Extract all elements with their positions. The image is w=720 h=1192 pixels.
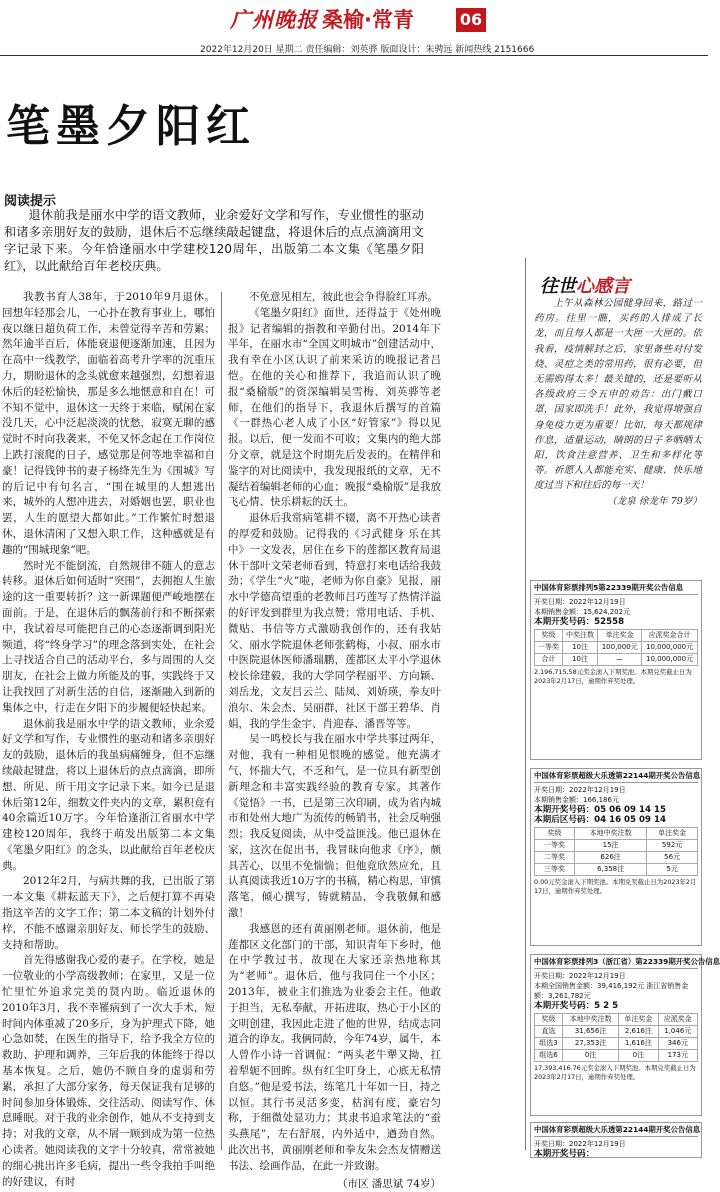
table-cell: 27,353注 — [563, 1038, 619, 1050]
lottery-table — [534, 1013, 698, 1062]
lottery-numbers: 本期开奖号码：52558 — [534, 617, 625, 627]
table-cell: 奖级 — [535, 630, 563, 642]
paragraph: 吴一鸣校长与我在丽水中学共事过两年，对他，我有一种相见恨晚的感觉。他充满才气，怀揣大气，不乏和气，是一位具有新型创新理念和丰富实践经验的教育专家。其著作《觉悟》一书，已是第三次印刷，成为省内城市和处州大地广为流传的畅销书，社会反响强烈；我反复阅读，从中受益匪浅。他已退休在家，这次在促出书，我冒昧向他求《序》，颇具苦心，以里不免惴惴；但他竟欣然应允，且认真阅读我近10万字的书稿，精心构思，审慎落笔，倾心撰写，铸就精品，令我敬佩和感激！ — [228, 733, 441, 920]
paragraph: 退休前我是丽水中学的语文教师，业余爱好文学和写作，专业惯性的驱动和诸多亲朋好友的鼓励，退休后的我虽病痛缠身，但不忘继续敲起键盘，将以上退休后的点点滴滴，即所想、所见、所干用文字记录下来。如今已是退休后第12年，细数文件夹内的文章，累积竟有40余篇近10万字。今年恰逢浙江省丽水中学建校120周年，我终于萌发出版第二本文集《笔墨夕阳红》的念头，以此献给百年老校庆典。 — [2, 717, 215, 872]
table-cell: 合计 — [535, 654, 563, 666]
lottery-line: 本期销售金额：15,624,202元 — [534, 608, 631, 616]
sidebar-title-part-a: 往世 — [540, 276, 576, 297]
table-cell: 单注奖金 — [647, 828, 698, 840]
table-cell: — — [598, 654, 642, 666]
masthead-rule — [0, 55, 708, 56]
lead-text: 退休前我是丽水中学的语文教师，业余爱好文学和写作，专业惯性的驱动和诸多亲朋好友的鼓励，退休后不忘继续敲起键盘，将退休后的点点滴滴用文字记录下来。今年恰逢丽水中学建校120周年，出版第二本文集《笔墨夕阳红》，以此献给百年老校庆典。 — [4, 208, 424, 273]
article-column-2 — [228, 290, 441, 1192]
author-byline: （市区 潘思斌 74岁） — [336, 1177, 441, 1190]
sidebar-text — [534, 296, 702, 509]
table-cell: 单注奖金 — [619, 1014, 658, 1026]
paragraph: 不免意见相左，彼此也会争得脸红耳赤。 — [249, 291, 438, 303]
lead-label: 阅读提示 — [4, 194, 57, 209]
lottery-numbers: 本期开奖号码：5 2 5 — [534, 1001, 619, 1011]
section-name: 桑榆·常青 — [322, 8, 414, 32]
masthead — [0, 0, 708, 58]
lottery-line: 开奖日期：2022年12月19日 — [534, 1140, 626, 1148]
paragraph: 首先得感谢我心爱的妻子。在学校，她是一位敬业的小学高级教师；在家里，又是一位忙里忙外追求完美的贤内助。临近退休的2010年3月，我不幸罹病到了一次大手术，短时间内体重减了20多斤，身为护理式下降，她心急如焚，在医生的指导下，给予我全方位的救助、护理和调养，三年后我的体能终于得以基本恢复。之后，她仍不顾自身的虚弱和劳累，承担了大部分家务，每天保证我有足够的时间参加身体锻炼、交往活动、阅读写作、休息睡眠。对于我的业余创作，她从不支持到支持；对我的文章，从不屑一顾到成为第一位热心读者。她阅读我的文字十分较真，常常被她的细心挑出许多毛病，提出一些令我拍手叫绝的好建议，有时 — [2, 954, 215, 1188]
page-number-badge: 06 — [456, 8, 486, 32]
lottery-box-4 — [530, 1122, 702, 1158]
table-cell: 一等奖 — [535, 642, 563, 654]
lottery-numbers: 本期开奖号码：05 06 09 14 15 — [534, 805, 666, 815]
lottery-line: 开奖日期：2022年12月19日 — [534, 598, 626, 606]
lottery-line: 开奖日期：2022年12月19日 — [534, 786, 626, 794]
sidebar-title — [540, 272, 630, 298]
newspaper-brand: 广州晚报 — [230, 7, 318, 32]
lottery-title: 中国体育彩票排列3（浙江省）第22339期开奖公告信息 — [534, 957, 698, 969]
table-cell: 奖级 — [535, 1014, 563, 1026]
table-cell: 应派奖金 — [658, 1014, 697, 1026]
lottery-note: 0.00元奖金滚入下期奖池。本期兑奖截止日为2023年2月17日，逾期作弃奖处理。 — [534, 878, 697, 895]
lottery-title: 中国体育彩票排列5第22339期开奖公告信息 — [534, 583, 698, 595]
lottery-line: 开奖日期：2022年12月19日 — [534, 972, 626, 980]
lottery-line: 本期销售金额：166,186元 — [534, 796, 619, 804]
table-cell: 组选6 — [535, 1050, 563, 1062]
lottery-note: 17,393,416.76元奖金滚入下期奖池。本期兑奖截止日为2023年2月17日，逾期作弃奖处理。 — [534, 1064, 696, 1081]
paragraph: 然时光不能倒流，自然规律不随人的意志转移。退休后如何适时“突围”，去拥抱人生旅途的这一重要转折？这一新课题便严峻地摆在面前。于是，在退休后的飘荡前行和不断探索中，我试着尽可能把自己的心态逐渐调到阳光频道，将“终身学习”的理念落到实处，在社会上寻找适合自己的活动平台，多与周围的人交朋友，在社会上做力所能及的事，实践终于又让我找回了对新生活的自信，逐渐融入到新的集体之中，行走在夕阳下的步履便轻快起来。 — [2, 559, 215, 714]
table-cell: 173元 — [658, 1050, 697, 1062]
column-divider — [221, 292, 222, 1150]
table-cell: 组选3 — [535, 1038, 563, 1050]
issue-meta: 2022年12月20日 星期二 责任编辑：刘英骅 版面设计：朱骋远 新闻热线 2151666 — [200, 45, 535, 55]
lottery-table — [534, 629, 698, 666]
sidebar-divider — [525, 258, 526, 1150]
article-column-1 — [2, 290, 215, 1190]
lottery-title: 中国体育彩票超级大乐透第22144期开奖公告信息 — [534, 771, 698, 783]
lottery-box-1 — [530, 580, 702, 760]
table-cell: 中奖注数 — [562, 630, 597, 642]
table-cell: 本地中奖注数 — [574, 828, 646, 840]
lottery-box-2 — [530, 768, 702, 946]
sidebar-paragraph: 上午从森林公园健身回来，路过一药房。往里一瞧，买药的人排成了长龙，而且每人都是一大匣一大匣的。依我看，疫情解封之后，家里备些对付发烧、灵痘之类的常用药，很有必要，但无需购得太多！最关键的，还是要听从各级政府三令五申的劝告：出门戴口罩，国家即洗手！此外，我觉得增强自身免疫力更为重要！比如，每天都规律作息，适量运动，睛朗的日子多晒晒太阳，饮食注意营养、卫生和多样化等等。祈愿人人都能充实、健康、快乐地度过当下和往后的每一天！ — [534, 298, 702, 492]
table-cell: 10注 — [562, 654, 597, 666]
table-cell: 一等奖 — [535, 840, 575, 852]
table-cell: 10,000,000元 — [642, 654, 698, 666]
table-cell: 626注 — [574, 852, 646, 864]
table-cell: 0注 — [619, 1050, 658, 1062]
table-cell: 单注奖金 — [598, 630, 642, 642]
sidebar-title-part-b: 心感言 — [576, 276, 630, 297]
paragraph: 我教书育人38年，于2010年9月退休。回想年轻那会儿，一心扑在教育事业上，哪怕夜以继日超负荷工作，未曾觉得辛苦和劳累；然年逾半百后，体能衰退便逐渐加速，且因为在高中一线教学，面临着高考升学率的沉重压力，期盼退休的念头就愈来越强烈，幻想着退休后的轻松愉快，那是多么地惬意和自在！可不知不觉中，退休这一天终于来临，赋闲在家没几天，心中泛起淡淡的忧愁，寂寞无聊的感觉时不时向我袭来，不免又怀念起在工作岗位上跌打滚爬的日子，感觉那是何等地幸福和自豪！记得钱钟书的妻子杨绛先生为《围城》写的后记中有句名言，“围在城里的人想逃出来，城外的人想冲进去，对婚姻也罢，职业也罢，人生的愿望大都如此。”工作繁忙时想退休，退休清闲了又想入职工作，这种感就是有趣的“围城现象”吧。 — [2, 291, 215, 556]
paragraph: 《笔墨夕阳红》面世，还得益于《处州晚报》记者编辑的指教和辛勤付出。2014年下半年，在丽水市“全国文明城市”创建活动中，我有幸在小区认识了前来采访的晚报记者吕恺。在他的关心和推荐下，我追而认识了晚报“桑榆版”的资深编辑吴雪梅、刘英骅等老师，在他们的指导下，我退休后撰写的首篇《一群热心老人成了小区“好管家”》得以见报。以后，便一发而不可收；文集内的绝大部分文章，就是这个时期先后发表的。在精伴和鉴字的对比阅读中，我发现报纸的文章，无不凝结着编辑老师的心血；晚报“桑榆版”是我放飞心情、快乐耕耘的沃土。 — [228, 306, 441, 509]
table-cell: 346元 — [658, 1038, 697, 1050]
table-cell: 15注 — [574, 840, 646, 852]
sidebar-signature: （龙泉 徐龙年 79岁） — [606, 495, 702, 507]
table-cell: 5元 — [647, 864, 698, 876]
table-cell: 二等奖 — [535, 852, 575, 864]
lottery-numbers: 本期开奖号码： — [534, 1149, 595, 1159]
lottery-box-3 — [530, 954, 720, 1116]
table-cell: 592元 — [647, 840, 698, 852]
table-cell: 10,000,000元 — [642, 642, 698, 654]
paragraph: 2012年2月，与病共舞的我，已出版了第一本文集《耕耘蓝天下》，之后便打算不再染指这辛苦的文字工作；第二本文稿的计划外付梓，不能不感谢亲朋好友、师长学生的鼓励、支持和帮助。 — [2, 875, 215, 951]
table-cell: 本地中奖注数 — [563, 1014, 619, 1026]
table-cell: 应派奖金合计 — [642, 630, 698, 642]
table-cell: 31,656注 — [563, 1026, 619, 1038]
table-cell: 1,046元 — [658, 1026, 697, 1038]
lottery-note: 2,196,715,58元奖金滚入下期奖池。本期兑奖截止日为2023年2月17日，逾期作弃奖处理。 — [534, 668, 692, 685]
paragraph: 我感恩的还有黄丽刚老师。退休前，他是莲都区文化部门的干部，知识青年下乡时，他在中学教过书，故现在大家还亲热地称其为“老师”。退休后，他与我同住一个小区；2013年，被业主们推选为业委会主任。他敢于担当，无私奉献，开拓进取，热心于小区的文明创建，我因此走进了他的世界，结成志同道合的诤友。我俩同龄，今年74岁，属牛，本人曾作小诗一首调侃：“两头老牛犟又拗，扛着犁轭不回眸。纵有红尘叮身上，心底无私情自悠。”他是爱书法，练笔几十年如一日，持之以恒。其行书灵活多变，枯润有度，豪宕匀称，于细微处显功力；其隶书追求笔法的“蚕头燕尾”，左右舒展，内外适中，遒劲自然。此次出书，黄丽刚老师和拳友朱会杰友情赠送书法、绘画作品，在此一并致谢。 — [228, 922, 441, 1172]
table-cell: 100,000元 — [598, 642, 642, 654]
table-cell: 10注 — [562, 642, 597, 654]
article-title: 笔墨夕阳红 — [6, 101, 256, 152]
lottery-title: 中国体育彩票超级大乐透第22144期开奖公告信息 — [534, 1125, 698, 1137]
lottery-numbers-extra: 本期后区号码：04 16 05 09 14 — [534, 815, 666, 825]
table-cell: 56元 — [647, 852, 698, 864]
table-cell: 奖级 — [535, 828, 575, 840]
table-cell: 1,616注 — [619, 1038, 658, 1050]
lottery-line: 本期全国销售金额：39,416,192元 浙江省销售金额：3,261,782元 — [534, 982, 689, 1000]
table-cell: 直选 — [535, 1026, 563, 1038]
table-cell: 0注 — [563, 1050, 619, 1062]
table-cell: 2,616注 — [619, 1026, 658, 1038]
table-cell: 三等奖 — [535, 864, 575, 876]
lottery-table — [534, 827, 698, 876]
paragraph: 退休后我常病笔耕不辍，离不开热心读者的厚爱和鼓励。记得我的《习武健身 乐在其中》一文发表，居住在乡下的莲都区教育局退休干部叶文荣老师看到，特意打来电话给我鼓劲；《学生“火”啦，老师为你自豪》见报，丽水中学德高望重的老教师吕巧莲写了热情洋溢的好评发到群里为我点赞；常用电话、手机、微贴、书信等方式激励我创作的，还有我姑父、丽水学院退休老师张鹤梅，小叔、丽水市中医院退休医师潘瑞鹏，莲都区太平小学退休校长徐建毅，我的大学同学程丽平、方向颖、刘岳龙，文友吕云兰、陆凤、刘娇瑛，拳友叶浪尔、朱会杰、吴丽群，社区干部王碧华、肖娟，我的学生金宇、肖迎春、潘晋等等。 — [228, 512, 441, 730]
table-cell: 6,358注 — [574, 864, 646, 876]
